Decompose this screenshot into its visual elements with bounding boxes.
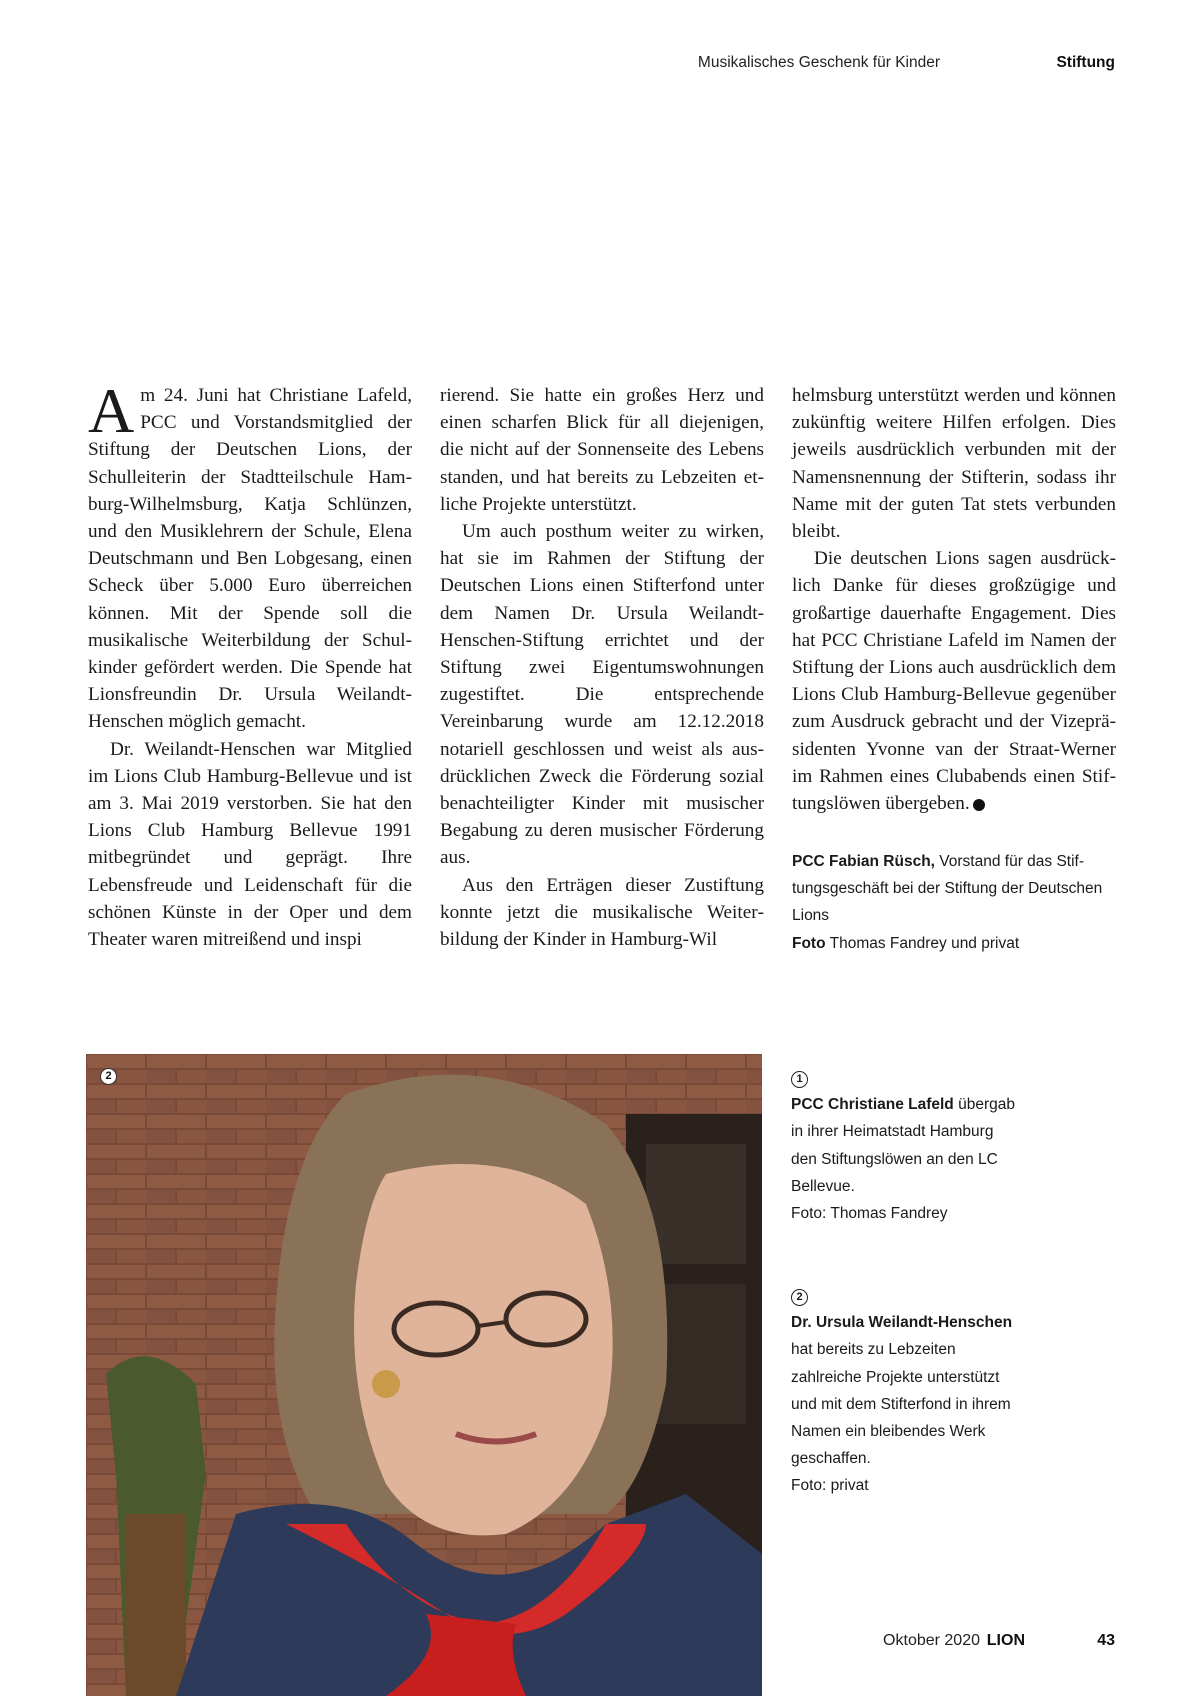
article-paragraph: helmsburg unterstützt werden und können zukünftig weitere Hilfen erfolgen. Dies jeweils ausdrücklich verbunden mit der Namensnennung der Stifterin, sodass ihr Name mit der guten Tat stets verbunden bleibt. <box>792 385 1116 543</box>
portrait-photo <box>86 1054 762 1696</box>
article-paragraph: Aus den Erträgen dieser Zustiftung konnte jetzt die musikalische Weiterbildung der Kinder in Hamburg-Wil <box>440 874 764 951</box>
caption-number-badge: 1 <box>791 1071 808 1088</box>
caption-photo-credit: Foto: privat <box>791 1477 869 1495</box>
caption-subject: Dr. Ursula Weilandt-Henschen <box>791 1314 1013 1332</box>
paragraph-text: Die deutschen Lions sagen ausdrücklich Danke für dieses großzügige und großartige dauerhafte Engagement. Dies hat PCC Christiane Lafeld im Namen der Stiftung der Lions auch ausdrücklich dem Lions Club Hamburg-Bellevue gegenüber zum Ausdruck gebracht und der Vizepräsidenten Yvonne van der Straat-Werner im Rahmen eines Clubabends einen Stiftungslöwen übergeben. <box>792 548 1116 815</box>
article-column-3 <box>792 382 1116 817</box>
caption-photo-credit: Foto: Thomas Fandrey <box>791 1205 948 1223</box>
caption-number-badge: 2 <box>791 1289 808 1306</box>
author-role: Vorstand für das Stiftungsgeschäft bei der Stiftung der Deutschen Lions <box>792 853 1103 925</box>
photo-label: Foto <box>792 934 826 952</box>
portrait-illustration <box>86 1054 762 1696</box>
caption-subject: PCC Christiane Lafeld <box>791 1096 954 1114</box>
photo-caption-2 <box>791 1282 1021 1500</box>
section-title: Musikalisches Geschenk für Kinder <box>697 54 940 71</box>
author-name: PCC Fabian Rüsch, <box>792 853 935 870</box>
article-paragraph: Dr. Weilandt-Henschen war Mitglied im Lions Club Hamburg-Bellevue und ist am 3. Mai 2019 verstorben. Sie hat den Lions Club Hamburg Bellevue 1991 mitbegründet und geprägt. Ihre Lebensfreude und Leidenschaft für die schönen Künste in der Oper und dem Theater waren mitreißend und inspi <box>88 738 412 951</box>
issue-date: Oktober 2020 <box>883 1632 980 1649</box>
photo-credit-names: Thomas Fandrey und privat <box>825 934 1020 952</box>
article-paragraph: rierend. Sie hatte ein großes Herz und einen scharfen Blick für all diejenigen, die nicht auf der Sonnenseite des Lebens standen, und hat bereits zu Lebzeiten etliche Projekte unterstützt. <box>440 385 764 515</box>
article-paragraph <box>792 545 1116 817</box>
article-column-2 <box>440 382 764 953</box>
article-paragraph <box>88 375 412 736</box>
magazine-brand: LION <box>986 1632 1025 1649</box>
drop-cap: A <box>88 375 135 446</box>
page-number: 43 <box>1097 1632 1115 1649</box>
paragraph-text: m 24. Juni hat Christiane Lafeld, PCC und Vorstandsmitglied der Stiftung der Deutschen Lions, der Schulleiterin der Stadtteilschule Hamburg-Wilhelmsburg, Katja Schlünzen, und den Musiklehrern der Schule, Elena Deutschmann und Ben Lobgesang, einen Scheck über 5.000 Euro überreichen können. Mit der Spende soll die musikalische Weiterbildung der Schulkinder gefördert werden. Die Spende hat Lionsfreundin Dr. Ursula Weilandt-Henschen möglich gemacht. <box>88 385 412 733</box>
article-column-1 <box>88 375 412 953</box>
photo-caption-1 <box>791 1064 1021 1227</box>
article-paragraph: Um auch posthum weiter zu wirken, hat sie im Rahmen der Stiftung der Deutschen Lions einen Stifterfond unter dem Namen Dr. Ursula Weilandt-Henschen-Stiftung errichtet und der Stiftung zwei Eigentumswohnungen zugestiftet. Die entsprechende Vereinbarung wurde am 12.12.2018 notariell geschlossen und weist als ausdrücklichen Zweck die Förderung sozial benachteiligter Kinder mit musischer Begabung zu deren musischer Förderung aus. <box>440 521 764 869</box>
caption-text: hat bereits zu Lebzeiten zahlreiche Projekte unterstützt und mit dem Stifterfond in ihrem Namen ein bleibendes Werk geschaffen. <box>791 1341 1011 1468</box>
photo-number-badge: 2 <box>100 1068 117 1085</box>
author-credits <box>792 848 1116 957</box>
lion-end-mark-icon: L <box>973 799 985 811</box>
category-label: Stiftung <box>1056 54 1115 71</box>
caption-text: übergab in ihrer Heimatstadt Hamburg den Stiftungslöwen an den LC Bellevue. <box>791 1096 1015 1195</box>
